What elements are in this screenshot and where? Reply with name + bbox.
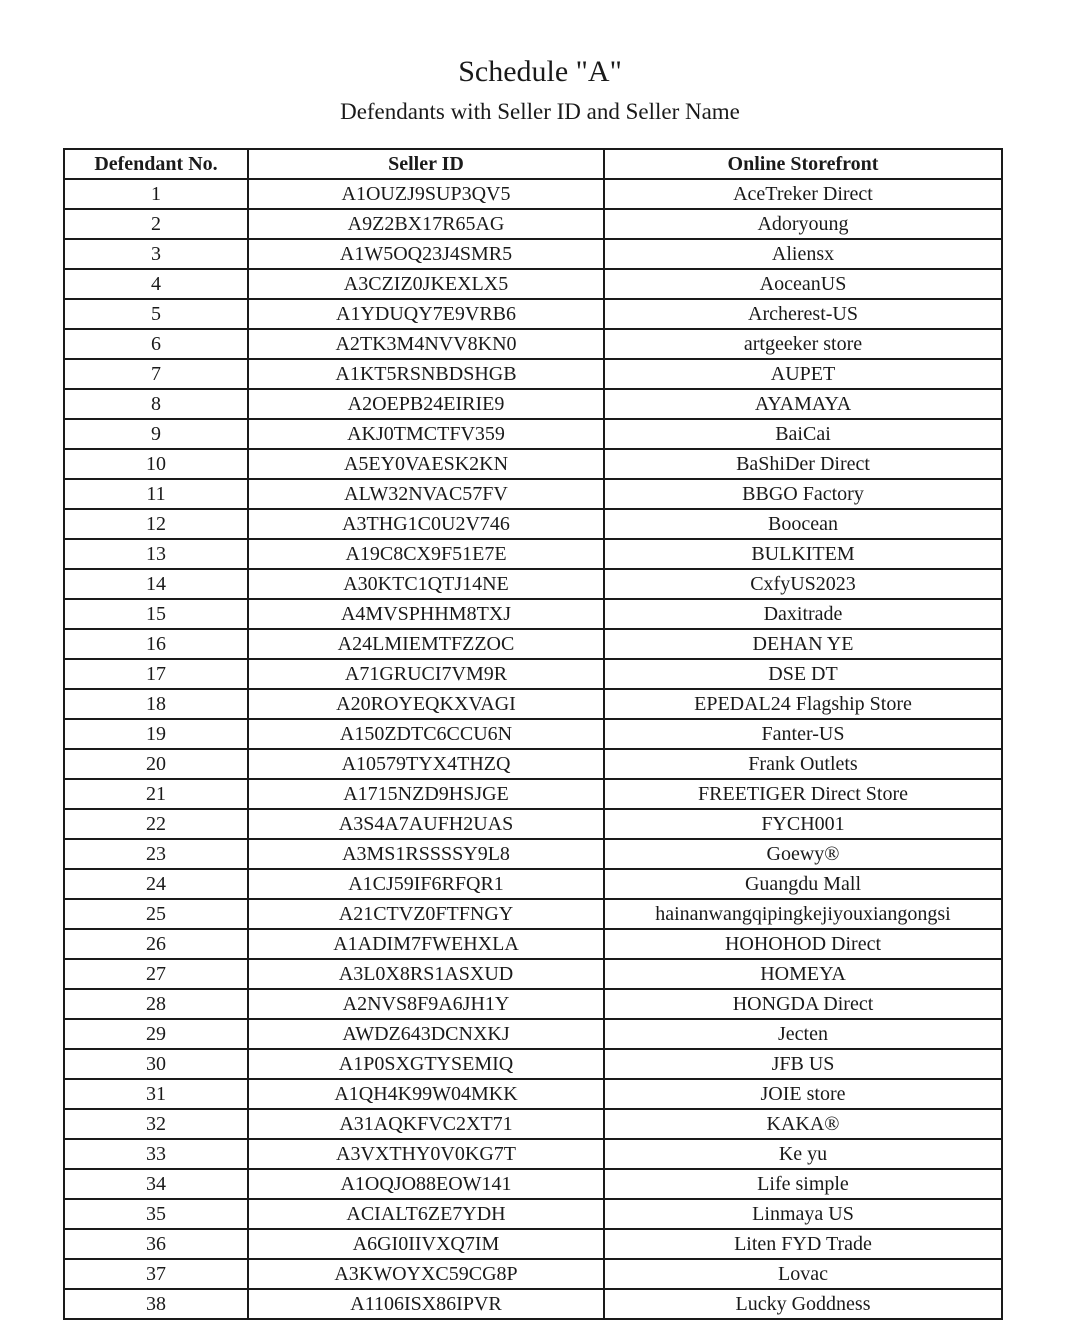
table-row (64, 1229, 1002, 1259)
table-row (64, 1289, 1002, 1319)
table-row (64, 1079, 1002, 1109)
defendant-number-cell: 16 (64, 629, 248, 659)
storefront-name-cell: artgeeker store (604, 329, 1002, 359)
defendant-number-cell: 23 (64, 839, 248, 869)
table-row (64, 1139, 1002, 1169)
table-row (64, 1109, 1002, 1139)
seller-id-cell: A1715NZD9HSJGE (248, 779, 604, 809)
defendant-number-cell: 25 (64, 899, 248, 929)
defendant-number-cell: 38 (64, 1289, 248, 1319)
seller-id-cell: A3L0X8RS1ASXUD (248, 959, 604, 989)
table-row (64, 809, 1002, 839)
table-row (64, 1049, 1002, 1079)
defendant-number-cell: 29 (64, 1019, 248, 1049)
storefront-name-cell: EPEDAL24 Flagship Store (604, 689, 1002, 719)
seller-id-cell: AWDZ643DCNXKJ (248, 1019, 604, 1049)
table-row (64, 1259, 1002, 1289)
table-row (64, 779, 1002, 809)
seller-id-cell: A3KWOYXC59CG8P (248, 1259, 604, 1289)
storefront-name-cell: Boocean (604, 509, 1002, 539)
storefront-name-cell: BULKITEM (604, 539, 1002, 569)
table-row (64, 419, 1002, 449)
defendant-number-cell: 28 (64, 989, 248, 1019)
table-row (64, 629, 1002, 659)
storefront-name-cell: Lovac (604, 1259, 1002, 1289)
seller-id-cell: A3THG1C0U2V746 (248, 509, 604, 539)
seller-id-cell: A2NVS8F9A6JH1Y (248, 989, 604, 1019)
table-row (64, 1019, 1002, 1049)
defendant-number-cell: 21 (64, 779, 248, 809)
defendant-number-cell: 15 (64, 599, 248, 629)
defendant-number-cell: 8 (64, 389, 248, 419)
seller-id-cell: A9Z2BX17R65AG (248, 209, 604, 239)
storefront-name-cell: AceTreker Direct (604, 179, 1002, 209)
table-row (64, 269, 1002, 299)
storefront-name-cell: KAKA® (604, 1109, 1002, 1139)
table-row (64, 569, 1002, 599)
document-subtitle: Defendants with Seller ID and Seller Name (340, 99, 740, 124)
storefront-name-cell: Guangdu Mall (604, 869, 1002, 899)
seller-id-cell: A71GRUCI7VM9R (248, 659, 604, 689)
table-row (64, 179, 1002, 209)
seller-id-cell: A30KTC1QTJ14NE (248, 569, 604, 599)
storefront-name-cell: Jecten (604, 1019, 1002, 1049)
storefront-name-cell: Fanter-US (604, 719, 1002, 749)
storefront-name-cell: Lucky Goddness (604, 1289, 1002, 1319)
storefront-name-cell: Linmaya US (604, 1199, 1002, 1229)
defendant-number-cell: 24 (64, 869, 248, 899)
seller-id-cell: A24LMIEMTFZZOC (248, 629, 604, 659)
defendant-number-cell: 4 (64, 269, 248, 299)
storefront-name-cell: DSE DT (604, 659, 1002, 689)
defendant-number-cell: 1 (64, 179, 248, 209)
defendant-number-cell: 20 (64, 749, 248, 779)
seller-id-cell: A20ROYEQKXVAGI (248, 689, 604, 719)
defendant-number-cell: 27 (64, 959, 248, 989)
table-row (64, 989, 1002, 1019)
storefront-name-cell: HOHOHOD Direct (604, 929, 1002, 959)
table-row (64, 839, 1002, 869)
defendant-number-cell: 26 (64, 929, 248, 959)
defendant-number-cell: 9 (64, 419, 248, 449)
table-row (64, 689, 1002, 719)
seller-id-cell: A10579TYX4THZQ (248, 749, 604, 779)
seller-id-cell: A1106ISX86IPVR (248, 1289, 604, 1319)
defendant-number-cell: 6 (64, 329, 248, 359)
storefront-name-cell: FYCH001 (604, 809, 1002, 839)
seller-id-cell: A1YDUQY7E9VRB6 (248, 299, 604, 329)
storefront-name-cell: BaiCai (604, 419, 1002, 449)
defendant-number-cell: 13 (64, 539, 248, 569)
table-header-row (64, 149, 1002, 179)
table-row (64, 599, 1002, 629)
storefront-name-cell: Daxitrade (604, 599, 1002, 629)
seller-id-cell: A1OQJO88EOW141 (248, 1169, 604, 1199)
seller-id-cell: A1ADIM7FWEHXLA (248, 929, 604, 959)
storefront-name-cell: BaShiDer Direct (604, 449, 1002, 479)
storefront-name-cell: CxfyUS2023 (604, 569, 1002, 599)
seller-id-cell: A5EY0VAESK2KN (248, 449, 604, 479)
defendant-number-cell: 3 (64, 239, 248, 269)
table-row (64, 389, 1002, 419)
seller-id-cell: A6GI0IIVXQ7IM (248, 1229, 604, 1259)
table-row (64, 509, 1002, 539)
seller-id-cell: ALW32NVAC57FV (248, 479, 604, 509)
defendant-number-cell: 34 (64, 1169, 248, 1199)
seller-id-cell: A19C8CX9F51E7E (248, 539, 604, 569)
table-row (64, 869, 1002, 899)
seller-id-cell: A3CZIZ0JKEXLX5 (248, 269, 604, 299)
storefront-name-cell: JOIE store (604, 1079, 1002, 1109)
defendant-number-cell: 31 (64, 1079, 248, 1109)
table-row (64, 1199, 1002, 1229)
seller-id-cell: A31AQKFVC2XT71 (248, 1109, 604, 1139)
table-row (64, 239, 1002, 269)
seller-id-cell: A4MVSPHHM8TXJ (248, 599, 604, 629)
seller-id-cell: A2TK3M4NVV8KN0 (248, 329, 604, 359)
storefront-name-cell: Liten FYD Trade (604, 1229, 1002, 1259)
defendants-table (63, 148, 1003, 1320)
table-row (64, 209, 1002, 239)
table-row (64, 1169, 1002, 1199)
document-title: Schedule "A" (458, 55, 622, 88)
storefront-name-cell: hainanwangqipingkejiyouxiangongsi (604, 899, 1002, 929)
seller-id-cell: AKJ0TMCTFV359 (248, 419, 604, 449)
defendant-number-cell: 12 (64, 509, 248, 539)
storefront-name-cell: Archerest-US (604, 299, 1002, 329)
seller-id-cell: A150ZDTC6CCU6N (248, 719, 604, 749)
table-row (64, 359, 1002, 389)
storefront-name-cell: HOMEYA (604, 959, 1002, 989)
table-row (64, 749, 1002, 779)
storefront-name-cell: Ke yu (604, 1139, 1002, 1169)
storefront-name-cell: Adoryoung (604, 209, 1002, 239)
storefront-name-cell: AoceanUS (604, 269, 1002, 299)
defendant-number-cell: 10 (64, 449, 248, 479)
seller-id-cell: A1P0SXGTYSEMIQ (248, 1049, 604, 1079)
seller-id-cell: A21CTVZ0FTFNGY (248, 899, 604, 929)
defendant-number-cell: 5 (64, 299, 248, 329)
seller-id-cell: ACIALT6ZE7YDH (248, 1199, 604, 1229)
storefront-name-cell: AUPET (604, 359, 1002, 389)
defendant-number-cell: 19 (64, 719, 248, 749)
defendant-number-cell: 33 (64, 1139, 248, 1169)
defendant-number-cell: 2 (64, 209, 248, 239)
defendant-number-cell: 32 (64, 1109, 248, 1139)
defendant-number-cell: 37 (64, 1259, 248, 1289)
storefront-name-cell: Frank Outlets (604, 749, 1002, 779)
storefront-name-cell: Goewy® (604, 839, 1002, 869)
defendant-number-cell: 14 (64, 569, 248, 599)
storefront-name-cell: BBGO Factory (604, 479, 1002, 509)
storefront-name-cell: FREETIGER Direct Store (604, 779, 1002, 809)
table-row (64, 929, 1002, 959)
seller-id-cell: A1CJ59IF6RFQR1 (248, 869, 604, 899)
table-body (64, 179, 1002, 1319)
storefront-name-cell: Aliensx (604, 239, 1002, 269)
seller-id-cell: A3VXTHY0V0KG7T (248, 1139, 604, 1169)
seller-id-cell: A1QH4K99W04MKK (248, 1079, 604, 1109)
defendant-number-cell: 35 (64, 1199, 248, 1229)
column-header-online-storefront: Online Storefront (604, 149, 1002, 179)
table-row (64, 719, 1002, 749)
seller-id-cell: A3MS1RSSSSY9L8 (248, 839, 604, 869)
seller-id-cell: A1OUZJ9SUP3QV5 (248, 179, 604, 209)
table-row (64, 299, 1002, 329)
table-row (64, 959, 1002, 989)
defendant-number-cell: 7 (64, 359, 248, 389)
seller-id-cell: A1KT5RSNBDSHGB (248, 359, 604, 389)
defendant-number-cell: 17 (64, 659, 248, 689)
seller-id-cell: A1W5OQ23J4SMR5 (248, 239, 604, 269)
defendant-number-cell: 11 (64, 479, 248, 509)
table-row (64, 449, 1002, 479)
table-row (64, 539, 1002, 569)
defendant-number-cell: 22 (64, 809, 248, 839)
defendant-number-cell: 18 (64, 689, 248, 719)
defendant-number-cell: 30 (64, 1049, 248, 1079)
table-row (64, 659, 1002, 689)
storefront-name-cell: AYAMAYA (604, 389, 1002, 419)
storefront-name-cell: JFB US (604, 1049, 1002, 1079)
table-row (64, 899, 1002, 929)
column-header-seller-id: Seller ID (248, 149, 604, 179)
table-row (64, 329, 1002, 359)
defendant-number-cell: 36 (64, 1229, 248, 1259)
seller-id-cell: A2OEPB24EIRIE9 (248, 389, 604, 419)
storefront-name-cell: Life simple (604, 1169, 1002, 1199)
seller-id-cell: A3S4A7AUFH2UAS (248, 809, 604, 839)
storefront-name-cell: DEHAN YE (604, 629, 1002, 659)
column-header-defendant-no: Defendant No. (64, 149, 248, 179)
storefront-name-cell: HONGDA Direct (604, 989, 1002, 1019)
table-row (64, 479, 1002, 509)
